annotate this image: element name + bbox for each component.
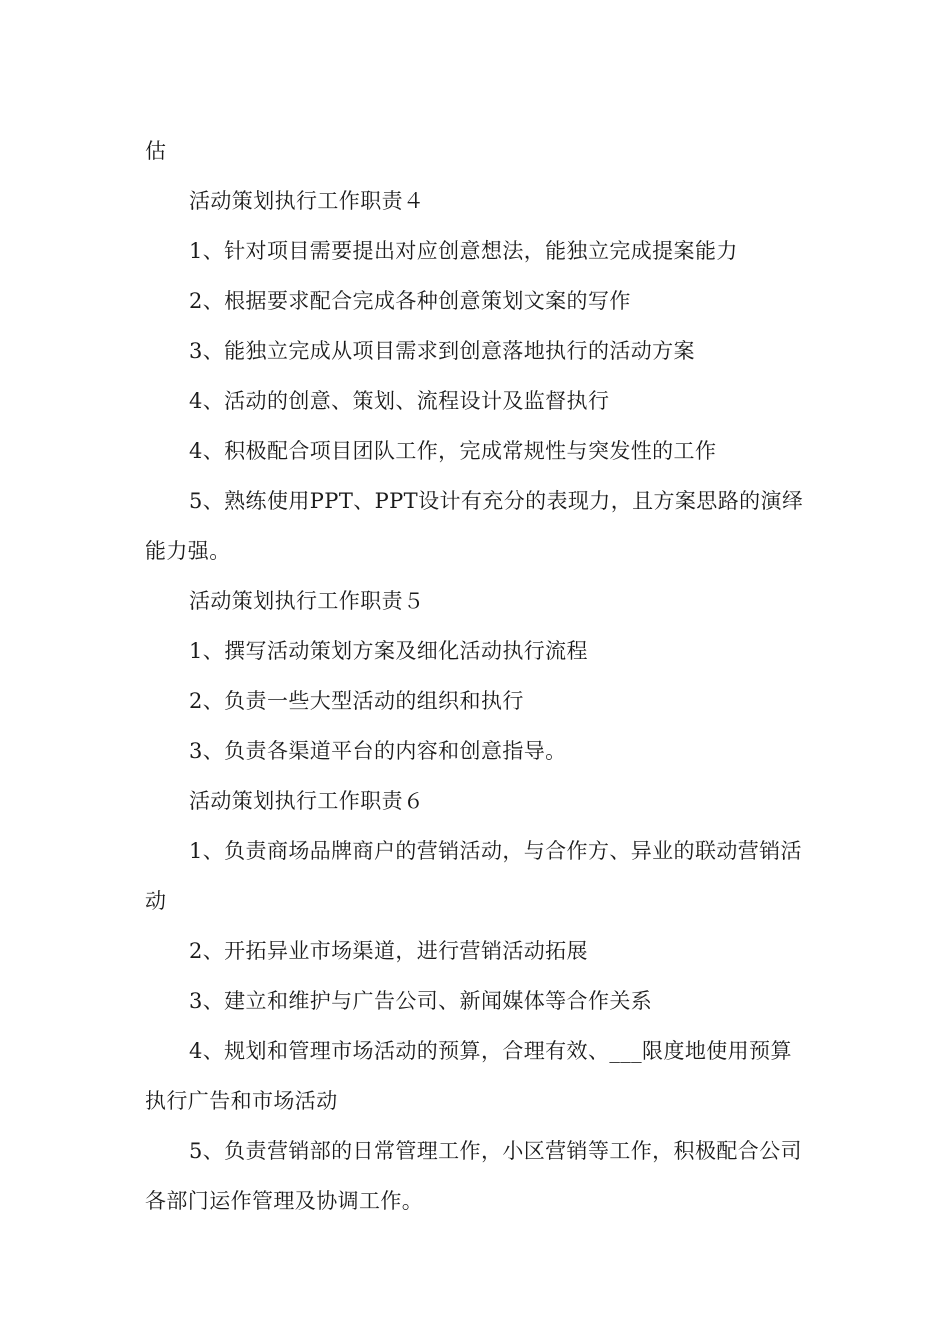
list-item: 1、撰写活动策划方案及细化活动执行流程 — [189, 639, 588, 663]
list-item: 5、负责营销部的日常管理工作，小区营销等工作，积极配合公司各部门运作管理及协调工作。 — [145, 1139, 802, 1213]
list-item: 3、负责各渠道平台的内容和创意指导。 — [189, 739, 567, 763]
list-item: 2、根据要求配合完成各种创意策划文案的写作 — [189, 289, 631, 313]
list-item: 3、建立和维护与广告公司、新闻媒体等合作关系 — [189, 989, 653, 1013]
list-item: 2、负责一些大型活动的组织和执行 — [189, 689, 524, 713]
list-item: 1、负责商场品牌商户的营销活动，与合作方、异业的联动营销活动 — [145, 839, 802, 913]
list-item: 3、能独立完成从项目需求到创意落地执行的活动方案 — [189, 339, 695, 363]
list-item: 2、开拓异业市场渠道，进行营销活动拓展 — [189, 939, 588, 963]
list-item: 1、针对项目需要提出对应创意想法，能独立完成提案能力 — [189, 239, 738, 263]
list-item: 4、积极配合项目团队工作，完成常规性与突发性的工作 — [189, 439, 717, 463]
paragraph-continuation: 估 — [145, 139, 167, 163]
list-item: 4、活动的创意、策划、流程设计及监督执行 — [189, 389, 610, 413]
section-heading-6: 活动策划执行工作职责６ — [189, 789, 425, 813]
section-heading-5: 活动策划执行工作职责５ — [189, 589, 425, 613]
document-body — [145, 126, 810, 1226]
list-item: 4、规划和管理市场活动的预算，合理有效、___限度地使用预算执行广告和市场活动 — [145, 1039, 792, 1113]
list-item: 5、熟练使用PPT、PPT设计有充分的表现力，且方案思路的演绎能力强。 — [145, 489, 804, 563]
section-heading-4: 活动策划执行工作职责４ — [189, 189, 425, 213]
